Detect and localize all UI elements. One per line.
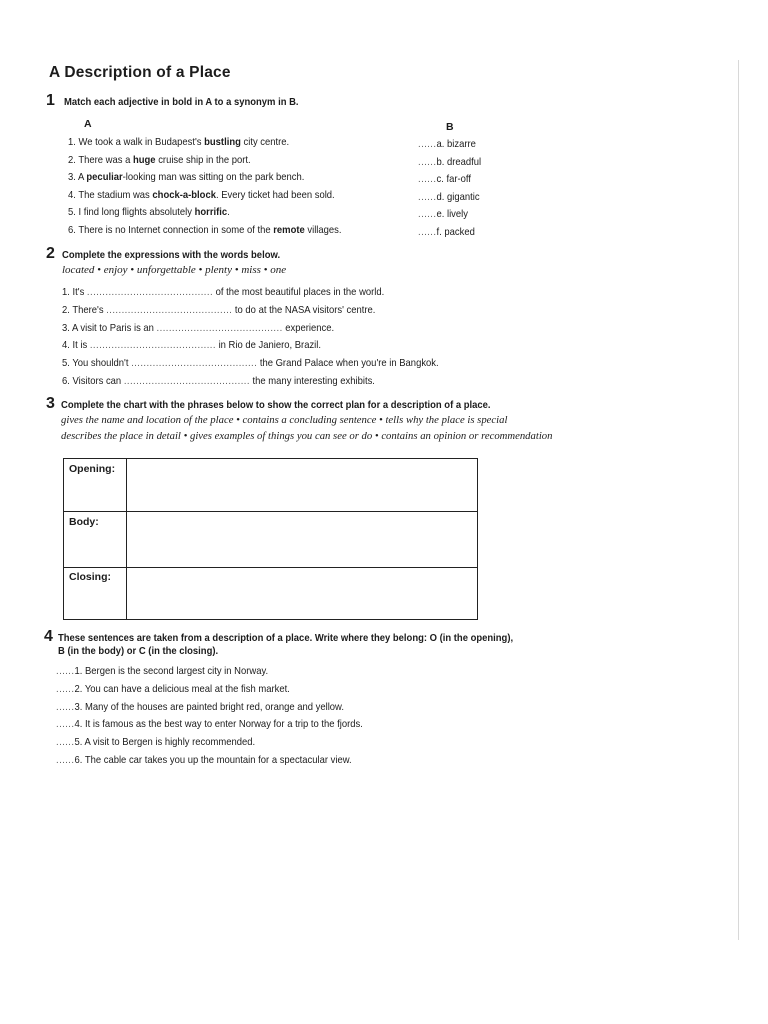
- item-text: You can have a delicious meal at the fish market.: [84, 682, 290, 695]
- bold-adjective: remote: [273, 224, 305, 236]
- item-text: of the most beautiful places in the world.: [213, 286, 385, 298]
- item-number: 4.: [62, 339, 70, 352]
- section-2-word-list: located • enjoy • unforgettable • plenty • miss • one: [62, 264, 287, 276]
- chart-label-opening: Opening:: [69, 463, 116, 475]
- synonym-word: dreadful: [446, 155, 482, 168]
- item-letter: e.: [436, 208, 445, 221]
- item-text: villages.: [304, 224, 342, 236]
- match-item-b: [418, 173, 471, 185]
- item-letter: c.: [436, 173, 444, 186]
- answer-blank[interactable]: .........................................: [156, 321, 283, 334]
- expression-item: [62, 304, 375, 316]
- sentence-item: [56, 754, 352, 766]
- item-number: 2.: [74, 682, 83, 695]
- answer-blank[interactable]: ......: [418, 226, 437, 238]
- item-text: . Every ticket had been sold.: [215, 188, 335, 201]
- item-text: cruise ship in the port.: [155, 153, 251, 166]
- section-2-instruction: Complete the expressions with the words below.: [62, 249, 281, 261]
- item-number: 3.: [68, 171, 76, 184]
- bold-adjective: peculiar: [86, 171, 123, 184]
- item-text: A visit to Paris is an: [71, 321, 157, 334]
- sentence-item: [56, 718, 363, 730]
- item-text: Visitors can: [72, 375, 124, 387]
- match-item-b: [418, 226, 475, 238]
- item-letter: b.: [436, 155, 445, 168]
- chart-cell-body[interactable]: [127, 515, 472, 564]
- item-letter: d.: [436, 190, 445, 203]
- item-number: 1.: [74, 665, 83, 677]
- bold-adjective: chock-a-block: [152, 188, 216, 201]
- answer-blank[interactable]: .........................................: [106, 303, 233, 316]
- match-item-a: [68, 136, 289, 148]
- chart-label-closing: Closing:: [69, 571, 111, 583]
- item-text: It's: [72, 286, 87, 298]
- match-item-a: [68, 189, 335, 201]
- item-text: We took a walk in Budapest's: [78, 136, 205, 148]
- item-letter: f.: [436, 226, 442, 238]
- item-number: 4.: [74, 718, 83, 731]
- item-text: A visit to Bergen is highly recommended.: [84, 736, 256, 749]
- scan-edge: [738, 60, 739, 940]
- answer-blank[interactable]: ......: [418, 190, 437, 203]
- item-text: -looking man was sitting on the park bench.: [122, 171, 305, 184]
- item-text: There is no Internet connection in some of the: [78, 224, 274, 236]
- chart-label-body: Body:: [69, 516, 99, 528]
- synonym-word: lively: [446, 208, 468, 221]
- expression-item: [62, 286, 384, 298]
- item-number: 4.: [68, 188, 76, 201]
- match-item-b: [418, 156, 481, 168]
- match-item-a: [68, 206, 230, 218]
- item-number: 3.: [62, 321, 70, 334]
- item-text: It is: [72, 339, 90, 352]
- item-text: the Grand Palace when you're in Bangkok.: [257, 357, 439, 370]
- sentence-item: [56, 736, 255, 748]
- section-3-instruction: Complete the chart with the phrases below to show the correct plan for a description of a place.: [61, 399, 491, 411]
- synonym-word: far-off: [446, 173, 471, 186]
- answer-blank[interactable]: .........................................: [123, 375, 250, 387]
- answer-blank[interactable]: ......: [418, 173, 437, 186]
- item-number: 1.: [68, 136, 76, 148]
- section-1-instruction: Match each adjective in bold in A to a synonym in B.: [64, 96, 299, 108]
- item-text: I find long flights absolutely: [78, 206, 195, 219]
- synonym-word: bizarre: [446, 138, 476, 150]
- bold-adjective: horrific: [194, 206, 228, 219]
- expression-item: [62, 322, 334, 334]
- section-4-instruction-line-2: B (in the body) or C (in the closing).: [58, 645, 219, 657]
- sentence-item: [56, 665, 268, 677]
- item-text: The stadium was: [78, 188, 153, 201]
- match-item-a: [68, 154, 251, 166]
- answer-blank[interactable]: .........................................: [131, 357, 258, 370]
- item-number: 5.: [68, 206, 76, 219]
- expression-item: [62, 375, 375, 387]
- answer-blank[interactable]: .........................................: [89, 339, 216, 352]
- match-item-b: [418, 191, 480, 203]
- item-number: 5.: [62, 357, 70, 370]
- chart-cell-opening[interactable]: [127, 464, 472, 508]
- answer-blank[interactable]: .........................................: [86, 286, 214, 298]
- answer-blank[interactable]: ......: [56, 718, 75, 731]
- expression-item: [62, 357, 439, 369]
- section-4-instruction-line-1: These sentences are taken from a description of a place. Write where they belong: O (in the opening),: [58, 632, 514, 644]
- section-3-phrases-line-1: gives the name and location of the place • contains a concluding sentence • tells why the place is special: [61, 414, 508, 426]
- match-item-b: [418, 208, 468, 220]
- answer-blank[interactable]: ......: [56, 700, 75, 713]
- section-1-number: 1: [46, 92, 55, 109]
- answer-blank[interactable]: ......: [56, 665, 75, 677]
- item-text: the many interesting exhibits.: [249, 375, 375, 387]
- match-item-a: [68, 224, 342, 236]
- expression-item: [62, 339, 321, 351]
- item-text: Bergen is the second largest city in Norway.: [84, 665, 269, 677]
- item-text: city centre.: [240, 136, 290, 148]
- bold-adjective: huge: [132, 153, 156, 166]
- chart-cell-closing[interactable]: [127, 571, 472, 617]
- item-text: There's: [72, 303, 107, 316]
- item-text: Many of the houses are painted bright red, orange and yellow.: [84, 700, 344, 713]
- item-text: The cable car takes you up the mountain for a spectacular view.: [84, 754, 352, 766]
- column-b-header: B: [446, 121, 454, 133]
- item-text: .: [227, 206, 230, 219]
- item-number: 3.: [74, 700, 83, 713]
- item-number: 6.: [68, 224, 76, 236]
- match-item-a: [68, 171, 304, 183]
- item-text: A: [77, 171, 87, 184]
- sentence-item: [56, 683, 290, 695]
- answer-blank[interactable]: ......: [418, 155, 437, 168]
- answer-blank[interactable]: ......: [56, 754, 75, 766]
- answer-blank[interactable]: ......: [418, 138, 437, 150]
- bold-adjective: bustling: [204, 136, 241, 148]
- answer-blank[interactable]: ......: [56, 682, 75, 695]
- synonym-word: packed: [444, 226, 475, 238]
- item-text: There was a: [78, 153, 133, 166]
- chart-row-closing: [64, 567, 477, 568]
- item-text: experience.: [282, 321, 335, 334]
- answer-blank[interactable]: ......: [56, 736, 75, 749]
- page-title: A Description of a Place: [49, 64, 231, 81]
- item-text: It is famous as the best way to enter Norway for a trip to the fjords.: [84, 718, 363, 731]
- item-letter: a.: [436, 138, 445, 150]
- sentence-item: [56, 701, 344, 713]
- section-2-number: 2: [46, 245, 55, 262]
- match-item-b: [418, 138, 476, 150]
- answer-blank[interactable]: ......: [418, 208, 437, 221]
- section-4-number: 4: [44, 628, 53, 645]
- item-number: 6.: [74, 754, 83, 766]
- item-text: to do at the NASA visitors' centre.: [232, 303, 376, 316]
- column-a-header: A: [84, 118, 92, 130]
- item-number: 2.: [62, 303, 70, 316]
- section-3-number: 3: [46, 395, 55, 412]
- item-text: You shouldn't: [72, 357, 132, 370]
- item-text: in Rio de Janiero, Brazil.: [215, 339, 322, 352]
- item-number: 2.: [68, 153, 76, 166]
- item-number: 5.: [74, 736, 83, 749]
- plan-chart: [63, 458, 478, 620]
- section-3-phrases-line-2: describes the place in detail • gives examples of things you can see or do • contains an opinion or recommendation: [61, 430, 553, 442]
- item-number: 6.: [62, 375, 70, 387]
- chart-row-body: [64, 511, 477, 512]
- synonym-word: gigantic: [446, 190, 480, 203]
- item-number: 1.: [62, 286, 70, 298]
